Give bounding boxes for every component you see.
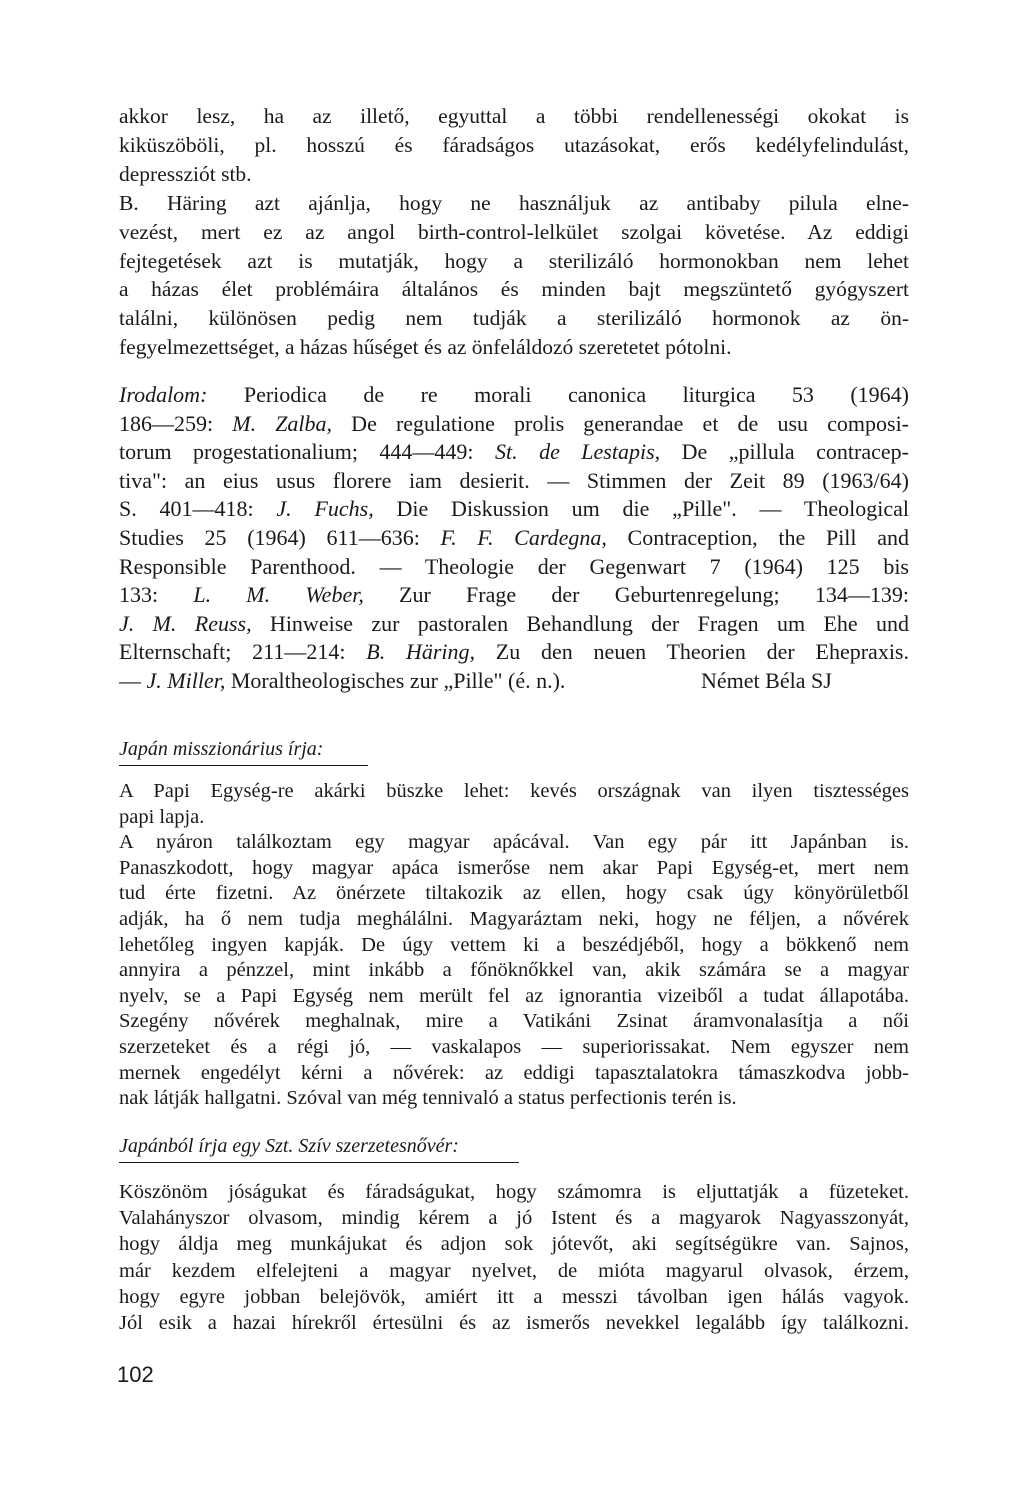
text-line: fegyelmezettséget, a házas hűséget és az önfeláldozó szeretetet pótolni. [119,335,732,360]
text-line: Valahányszor olvasom, mindig kérem a jó Istent és a magyarok Nagyasszonyát, [119,1207,909,1230]
text-run: Zu den neuen Theorien der Ehepraxis. [475,639,909,665]
letter2-heading: Japánból írja egy Szt. Szív szerzetesnővér: [119,1135,459,1157]
text-line: adják, ha ő nem tudja meghálálni. Magyaráztam neki, hogy ne féljen, a nővérek [119,908,909,930]
text-line [119,439,909,465]
text-run: Contraception, the Pill and [606,525,909,550]
text-line: hogy áldja meg munkájukat és adjon sok jótevőt, aki segítségükre van. Sajnos, [119,1233,909,1256]
text-run: — [119,668,147,693]
text-run: De „pillula contracep- [660,439,909,465]
text-line: lehetőleg ingyen kapják. De úgy vettem ki a beszédjéből, hogy a bökkenő nem [119,933,909,956]
text-line [119,582,909,608]
text-run: 186—259: [119,410,233,436]
text-line: akkor lesz, ha az illető, egyuttal a többi rendellenességi okokat is [119,104,909,128]
italic-run: M. Zalba, [232,410,333,436]
text-line: Szegény nővérek meghalnak, mire a Vatikáni Zsinat áramvonalasítja a női [119,1010,909,1033]
text-line: nak látják hallgatni. Szóval van még tennivaló a status perfectionis terén is. [119,1087,737,1110]
text-line: annyira a pénzzel, mint inkább a főnöknőkkel van, akik számára se a magyar [119,959,909,982]
text-run: tiva": an eius usus florere iam desierit. — Stimmen der Zeit 89 (1963/64) [119,467,909,493]
italic-run: J. Fuchs, [276,496,374,522]
text-run: Elternschaft; 211—214: [119,639,367,665]
text-run: Hinweise zur pastoralen Behandlung der Fragen um Ehe und [251,610,909,636]
text-line: B. Häring azt ajánlja, hogy ne használjuk az antibaby pilula elne- [119,190,909,215]
text-line: szerzeteket és a régi jó, — vaskalapos — superiorissakat. Nem egyszer nem [119,1036,909,1058]
text-line [119,554,909,580]
text-line: Jól esik a hazai hírekről értesülni és az ismerős nevekkel legalább így találkozni. [119,1312,909,1334]
text-line: nyelv, se a Papi Egység nem merült fel az ignorantia vizeiből a tudat állapotába. [119,984,909,1007]
text-line: papi lapja. [119,805,205,828]
text-run: Responsible Parenthood. — Theologie der Gegenwart 7 (1964) 125 bis [119,553,909,579]
letter2-heading-rule [119,1162,519,1163]
letter1-heading: Japán misszionárius írja: [119,738,324,760]
text-line [119,468,909,494]
italic-run: B. Häring, [366,639,476,665]
text-line [119,639,909,665]
text-line: Köszönöm jóságukat és fáradságukat, hogy számomra is eljuttatják a füzeteket. [119,1181,909,1203]
page-number: 102 [117,1362,154,1387]
text-line: hogy egyre jobban belejövök, amiért itt a messzi távolban igen hálás vagyok. [119,1285,909,1308]
text-line: vezést, mert ez az angol birth-control-lelkület szolgai követése. Az eddigi [119,219,909,244]
text-line: depressziót stb. [119,161,252,186]
text-run: Periodica de re morali canonica liturgica 53 (1964) [207,382,909,407]
letter1-heading-rule [119,765,368,766]
text-run: Moraltheologisches zur „Pille" (é. n.). [225,668,566,693]
text-run: torum progestationalium; 444—449: [119,439,496,465]
italic-run: Irodalom: [119,382,208,407]
text-line: A nyáron találkoztam egy magyar apácával. Van egy pár itt Japánban is. [119,831,909,854]
text-line [119,411,909,437]
text-line: fejtegetések azt is mutatják, hogy a sterilizáló hormonokban nem lehet [119,248,909,273]
text-line [119,525,909,551]
text-line: mernek engedélyt kérni a nővérek: az eddigi tapasztalatokra támaszkodva jobb- [119,1061,909,1084]
text-run: De regulatione prolis generandae et de usu composi- [332,410,910,436]
author-signature: Német Béla SJ [701,668,832,693]
italic-run: J. Miller, [146,668,226,693]
text-line [119,382,909,408]
italic-run: St. de Lestapis, [495,439,661,465]
text-line: A Papi Egység-re akárki büszke lehet: kevés országnak van ilyen tisztességes [119,780,909,802]
italic-run: F. F. Cardegna, [440,525,607,550]
text-line [119,496,909,522]
text-line [119,611,909,637]
text-run: Studies 25 (1964) 611—636: [119,525,441,550]
text-line: már kezdem elfelejteni a magyar nyelvet, de mióta magyarul olvasok, érzem, [119,1259,909,1282]
text-run: S. 401—418: [119,496,277,522]
text-run: Die Diskussion um die „Pille". — Theological [373,496,909,522]
text-line: tud érte fizetni. Az önérzete tiltakozik az ellen, hogy csak úgy könyörületből [119,882,909,905]
text-run: Zur Frage der Geburtenregelung; 134—139: [363,582,909,608]
italic-run: L. M. Weber, [193,582,364,608]
italic-run: J. M. Reuss, [119,610,252,636]
text-line: kiküszöböli, pl. hosszú és fáradságos utazásokat, erős kedélyfelindulást, [119,132,909,157]
text-line: találni, különösen pedig nem tudják a sterilizáló hormonok az ön- [119,306,909,331]
text-line: a házas élet problémáira általános és minden bajt megszüntető gyógyszert [119,277,909,302]
text-run: 133: [119,582,194,608]
text-line: Panaszkodott, hogy magyar apáca ismerőse nem akar Papi Egység-et, mert nem [119,856,909,879]
